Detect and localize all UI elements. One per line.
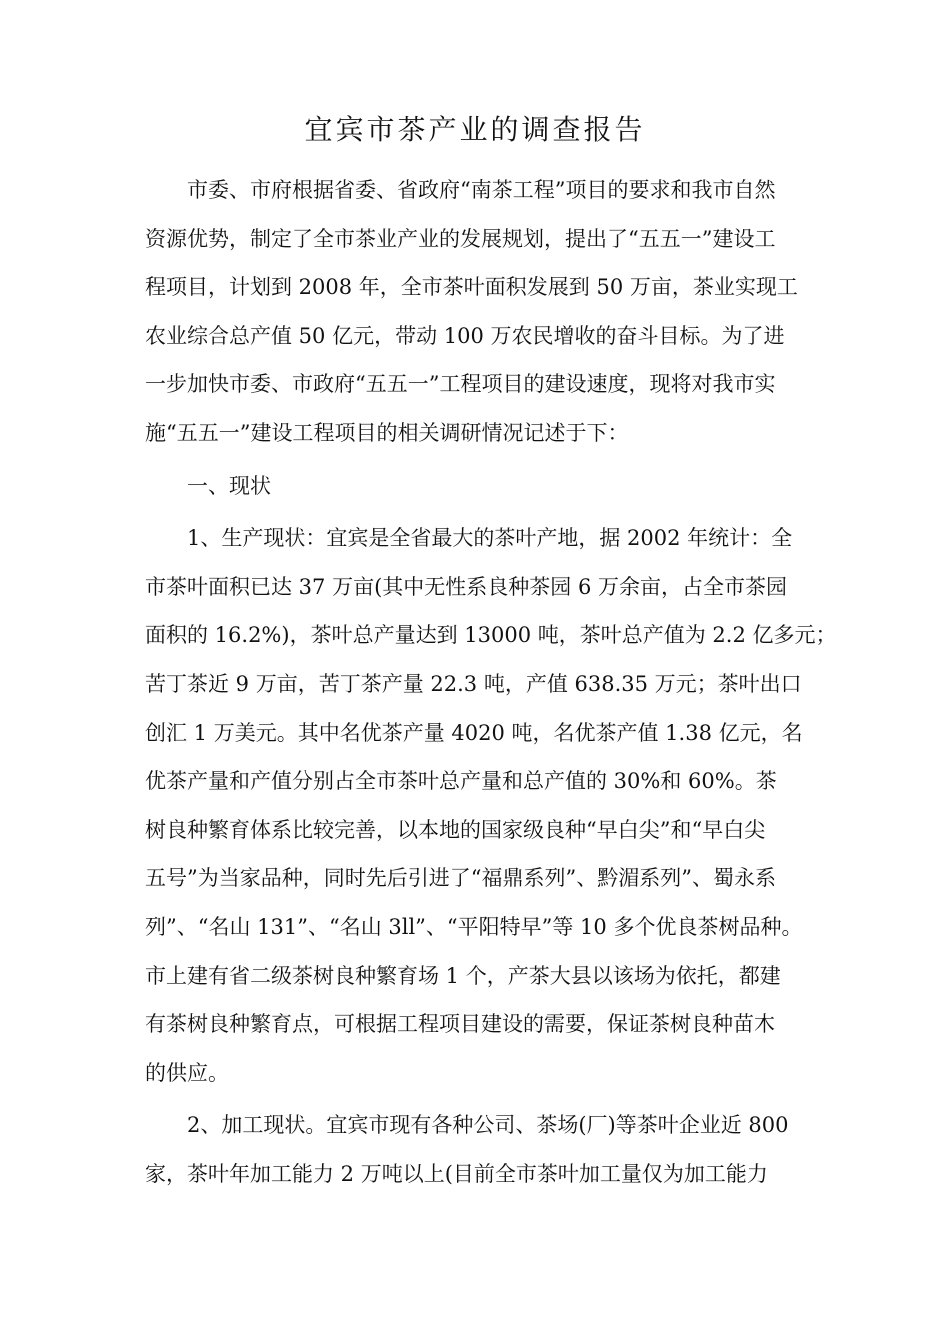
paragraph-production-line-4: 苦丁茶近 9 万亩，苦丁茶产量 22.3 吨，产值 638.35 万元；茶叶出口: [145, 671, 802, 696]
paragraph-production-line-1: 1、生产现状：宜宾是全省最大的茶叶产地，据 2002 年统计：全: [187, 526, 793, 551]
paragraph-intro-line-6: 施“五五一”建设工程项目的相关调研情况记述于下：: [145, 420, 629, 445]
paragraph-intro-line-4: 农业综合总产值 50 亿元，带动 100 万农民增收的奋斗目标。为了进: [145, 323, 785, 348]
paragraph-production-line-12: 的供应。: [145, 1060, 229, 1085]
section-heading-status: 一、现状: [187, 473, 271, 498]
document-body: [145, 166, 837, 1198]
paragraph-production-line-10: 市上建有省二级茶树良种繁育场 1 个，产茶大县以该场为依托，都建: [145, 963, 781, 988]
paragraph-processing-line-1: 2、加工现状。宜宾市现有各种公司、茶场(厂)等茶叶企业近 800: [187, 1113, 789, 1138]
paragraph-production-line-9: 列”、“名山 131”、“名山 3ll”、“平阳特早”等 10 多个优良茶树品种。: [145, 914, 803, 939]
paragraph-production-line-2: 市茶叶面积已达 37 万亩(其中无性系良种茶园 6 万余亩，占全市茶园: [145, 574, 787, 599]
paragraph-production-line-5: 创汇 1 万美元。其中名优茶产量 4020 吨，名优茶产值 1.38 亿元，名: [145, 720, 803, 745]
document-title: 宜宾市茶产业的调查报告: [304, 113, 646, 146]
paragraph-production-line-8: 五号”为当家品种，同时先后引进了“福鼎系列”、黔湄系列”、蜀永系: [145, 866, 776, 891]
paragraph-production-line-6: 优茶产量和产值分别占全市茶叶总产量和总产值的 30%和 60%。茶: [145, 769, 777, 794]
paragraph-production-line-7: 树良种繁育体系比较完善，以本地的国家级良种“早白尖”和“早白尖: [145, 817, 766, 842]
paragraph-intro-line-3: 程项目，计划到 2008 年，全市茶叶面积发展到 50 万亩，茶业实现工: [145, 275, 798, 300]
paragraph-intro-line-5: 一步加快市委、市政府“五五一”工程项目的建设速度，现将对我市实: [145, 372, 776, 397]
paragraph-intro-line-2: 资源优势，制定了全市茶业产业的发展规划，提出了“五五一”建设工: [145, 226, 776, 251]
paragraph-production-line-3: 面积的 16.2%)，茶叶总产量达到 13000 吨，茶叶总产值为 2.2 亿多元；: [145, 623, 837, 648]
paragraph-production-line-11: 有茶树良种繁育点，可根据工程项目建设的需要，保证茶树良种苗木: [145, 1012, 775, 1037]
paragraph-processing-line-2: 家，茶叶年加工能力 2 万吨以上(目前全市茶叶加工量仅为加工能力: [145, 1161, 768, 1186]
paragraph-intro-line-1: 市委、市府根据省委、省政府“南茶工程”项目的要求和我市自然: [187, 178, 776, 202]
